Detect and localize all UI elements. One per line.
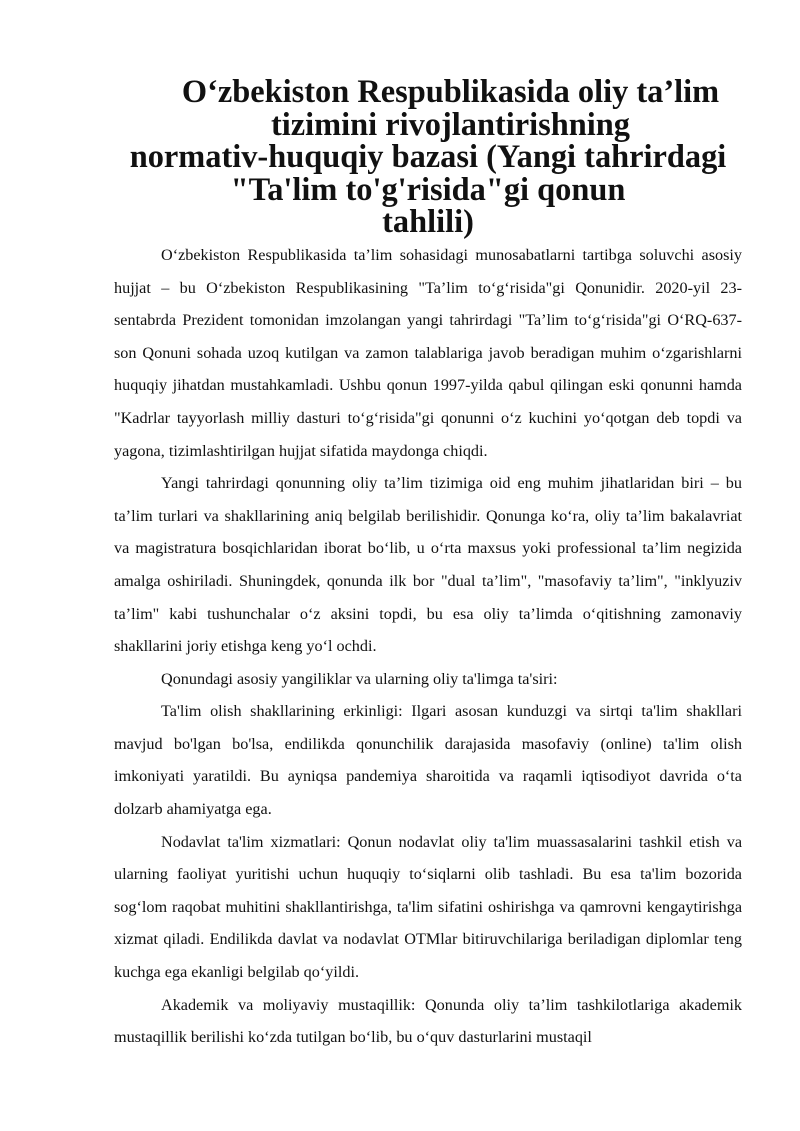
paragraph-non-state-education: Nodavlat ta'lim xizmatlari: Qonun nodavlat oliy ta'lim muassasalarini tashkil etish va ularning faoliyat yuritishi uchun huquqiy to‘siqlarni olib tashladi. Bu esa ta'lim bozorida sog‘lom raqobat muhitini shakllantirishga, ta'lim sifatini oshirishga va qamrovni kengaytirishga xizmat qiladi. Endilikda davlat va nodavlat OTMlar bitiruvchilariga beriladigan diplomlar teng kuchga ega ekanligi belgilab qo‘yildi. <box>114 832 742 982</box>
document-page <box>114 76 742 1054</box>
paragraph-intro: O‘zbekiston Respublikasida ta’lim sohasidagi munosabatlarni tartibga soluvchi asosiy hujjat – bu O‘zbekiston Respublikasining "Ta’lim to‘g‘risida"gi Qonunidir. 2020-yil 23-sentabrda Prezident tomonidan imzolangan yangi tahrirdagi "Ta’lim to‘g‘risida"gi O‘RQ-637-son Qonuni sohada uzoq kutilgan va zamon talablariga javob beradigan muhim o‘zgarishlarni huquqiy jihatdan mustahkamladi. Ushbu qonun 1997-yilda qabul qilingan eski qonunni hamda "Kadrlar tayyorlash milliy dasturi to‘g‘risida"gi qonunni o‘z kuchini yo‘qotgan deb topdi va yagona, tizimlashtirilgan hujjat sifatida maydonga chiqdi. <box>114 245 742 460</box>
paragraph-autonomy: Akademik va moliyaviy mustaqillik: Qonunda oliy ta’lim tashkilotlariga akademik mustaqillik berilishi ko‘zda tutilgan bo‘lib, bu o‘quv dasturlarini mustaqil <box>114 995 742 1047</box>
paragraph-key-innovations-heading: Qonundagi asosiy yangiliklar va ularning oliy ta'limga ta'siri: <box>161 669 558 688</box>
title-line-3: tahlili) <box>382 204 474 241</box>
paragraph-forms-of-education: Ta'lim olish shakllarining erkinligi: Ilgari asosan kunduzgi va sirtqi ta'lim shakllari mavjud bo'lgan bo'lsa, endilikda qonunchilik darajasida masofaviy (online) ta'lim olish imkoniyati yaratildi. Bu ayniqsa pandemiya sharoitida va raqamli iqtisodiyot davrida o‘ta dolzarb ahamiyatga ega. <box>114 702 742 819</box>
document-title <box>114 76 742 239</box>
paragraph-higher-education-aspects: Yangi tahrirdagi qonunning oliy ta’lim tizimiga oid eng muhim jihatlaridan biri – bu ta’lim turlari va shakllarining aniq belgilab berilishidir. Qonunga ko‘ra, oliy ta’lim bakalavriat va magistratura bosqichlaridan iborat bo‘lib, u o‘rta maxsus yoki professional ta’lim negizida amalga oshiriladi. Shuningdek, qonunda ilk bor "dual ta’lim", "masofaviy ta’lim", "inklyuziv ta’lim" kabi tushunchalar o‘z aksini topdi, bu esa oliy ta’limda o‘qitishning zamonaviy shakllarini joriy etishga keng yo‘l ochdi. <box>114 474 742 656</box>
title-line-1: O‘zbekiston Respublikasida oliy ta’lim tizimini rivojlantirishning <box>181 74 720 143</box>
title-line-2: normativ-huquqiy bazasi (Yangi tahrirdagi "Ta'lim to'g'risida"gi qonun <box>129 139 727 208</box>
